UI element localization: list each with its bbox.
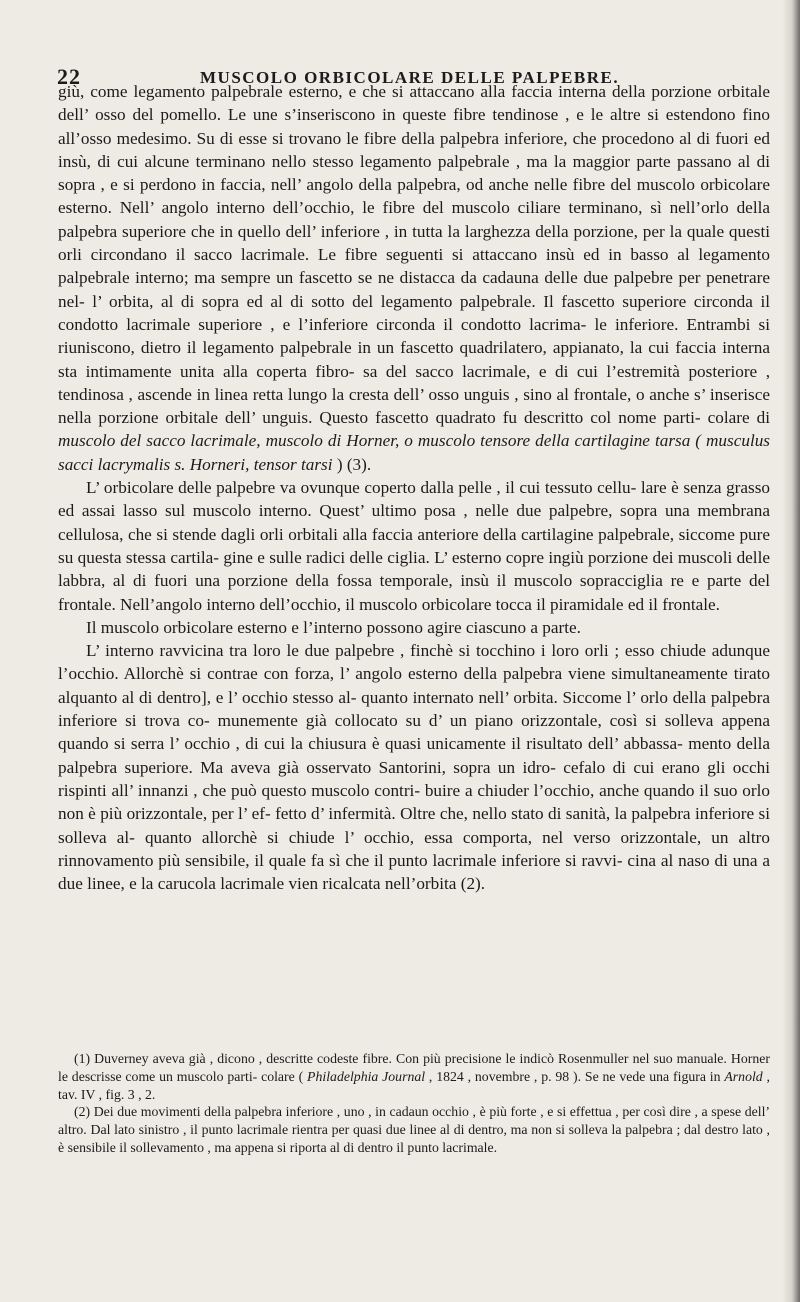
paragraph-1-end: ) (3). xyxy=(332,454,372,474)
footnote-1-author: Arnold xyxy=(724,1068,763,1084)
page-number: 22 xyxy=(57,64,81,89)
paragraph-1-text: giù, come legamento palpebrale esterno, e che si attaccano alla faccia interna della porzione orbitale dell’ osso del pomello. Le une s’inseriscono in queste fibre tendinose , e le altre si estendono fino all’osso medesimo. Su di esse si trovano le fibre della palpebra inferiore, che procedono al di fuori ed insù, di cui alcune terminano nello stesso legamento palpebrale , ma la maggior parte passano al di sopra , e si perdono in faccia, nell’ angolo della palpebra, od anche nelle fibre del muscolo orbicolare esterno. Nell’ angolo interno dell’occhio, le fibre del muscolo ciliare terminano, sì nell’orlo della palpebra superiore che in quello dell’ inferiore , in tutta la larghezza della porzione, per la quale questi orli circondano il sacco lacrimale. Le fibre seguenti si attaccano insù ed in basso al legamento palpebrale interno; ma sempre un fascetto se ne distacca da cadauna delle due palpebre per penetrare nel- l’ orbita, al di sopra ed al di sotto del legamento palpebrale. Il fascetto superiore circonda il condotto lacrimale superiore , e l’inferiore circonda il condotto lacrima- le inferiore. Entrambi si riuniscono, dietro il legamento palpebrale in un fascetto quadrilatero, appianato, la cui faccia interna sta intimamente unita alla coperta fibro- sa del sacco lacrimale, e di cui l’estremità posteriore , tendinosa , ascende in linea retta lungo la cresta dell’ osso unguis , sino al frontale, o anche s’ inserisce nella porzione orbitale dell’ unguis. Questo fascetto quadrato fu descritto col nome parti- colare di xyxy=(58,82,770,428)
paragraph-1 xyxy=(58,80,770,476)
paragraph-3: Il muscolo orbicolare esterno e l’interno possono agire ciascuno a parte. xyxy=(86,617,581,637)
paragraph-4: L’ interno ravvicina tra loro le due palpebre , finchè si tocchino i loro orli ; esso chiude adunque l’occhio. Allorchè si contrae con forza, l’ angolo esterno della palpebra viene simultaneamente tirato alquanto al di dentro], e l’ occhio stesso al- quanto internato nell’ orbita. Siccome l’ orlo della palpebra inferiore si trova co- munemente già collocato su d’ un piano orizzontale, così si solleva appena quando si serra l’ occhio , di cui la chiusura è quasi unicamente il risultato dell’ abbassa- mento della palpebra superiore. Ma aveva già osservato Santorini, sopra un idro- cefalo di cui erano gli occhi rispinti all’ innanzi , che può questo muscolo contri- buire a chiuder l’occhio, anche quando il suo orlo non è più orizzontale, per l’ ef- fetto d’ infermità. Oltre che, nello stato di sanità, la palpebra inferiore si solleva al- quanto allorchè si chiude l’ occhio, essa comporta, nel verso orizzontale, un altro rinnovamento più sensibile, il quale fa sì che il punto lacrimale inferiore si ravvi- cina al naso di una a due linee, e la carucola lacrimale vien ricalcata nell’orbita (2). xyxy=(58,641,770,894)
footnote-1 xyxy=(58,1050,770,1103)
footnote-1-text: (1) Duverney aveva già , dicono , descritte codeste fibre. Con più precisione le indicò Rosenmuller nel suo manuale. Horner le descrisse come un muscolo parti- colare ( xyxy=(58,1051,770,1084)
page-edge-shadow xyxy=(782,0,800,1302)
footnote-1-journal: Philadelphia Journal xyxy=(307,1068,426,1084)
footnote-2: (2) Dei due movimenti della palpebra inferiore , uno , in cadaun occhio , è più forte , e si effettua , per così dire , a spese dell’ altro. Dal lato sinistro , il punto lacrimale rientra per quasi due linee al di dentro, ma non si solleva la palpebra ; dal destro lato , è sensibile il sollevamento , ma appena si riporta al di dentro il punto lacrimale. xyxy=(58,1104,770,1155)
running-head: MUSCOLO ORBICOLARE DELLE PALPEBRE. xyxy=(200,68,620,87)
footnote-1-end: , tav. IV , fig. 3 , 2. xyxy=(58,1068,770,1102)
footnotes xyxy=(58,1050,770,1157)
main-text xyxy=(58,80,770,895)
paragraph-2: L’ orbicolare delle palpebre va ovunque coperto dalla pelle , il cui tessuto cellu- lare è senza grasso ed assai lasso sul muscolo interno. Quest’ ultimo posa , nelle due palpebre, sopra una membrana cellulosa, che si stende dagli orli orbitali alla faccia anteriore della cartilagine palpebrale, siccome pure su questa stessa cartila- gine e sulle radici delle ciglia. L’ esterno copre ingiù porzione dei muscoli delle labbra, al di fuori una porzione della fossa temporale, insù il muscolo sopracciglia re e parte del frontale. Nell’angolo interno dell’occhio, il muscolo orbicolare tocca il piramidale ed il frontale. xyxy=(58,478,770,614)
footnote-1-middle: , 1824 , novembre , p. 98 ). Se ne vede una figura in xyxy=(425,1068,725,1084)
paragraph-1-italic-term: muscolo del sacco lacrimale, muscolo di Horner, o muscolo tensore della cartilagine tarsa ( musculus sacci lacrymalis s. Horneri, tensor tarsi xyxy=(58,431,770,474)
